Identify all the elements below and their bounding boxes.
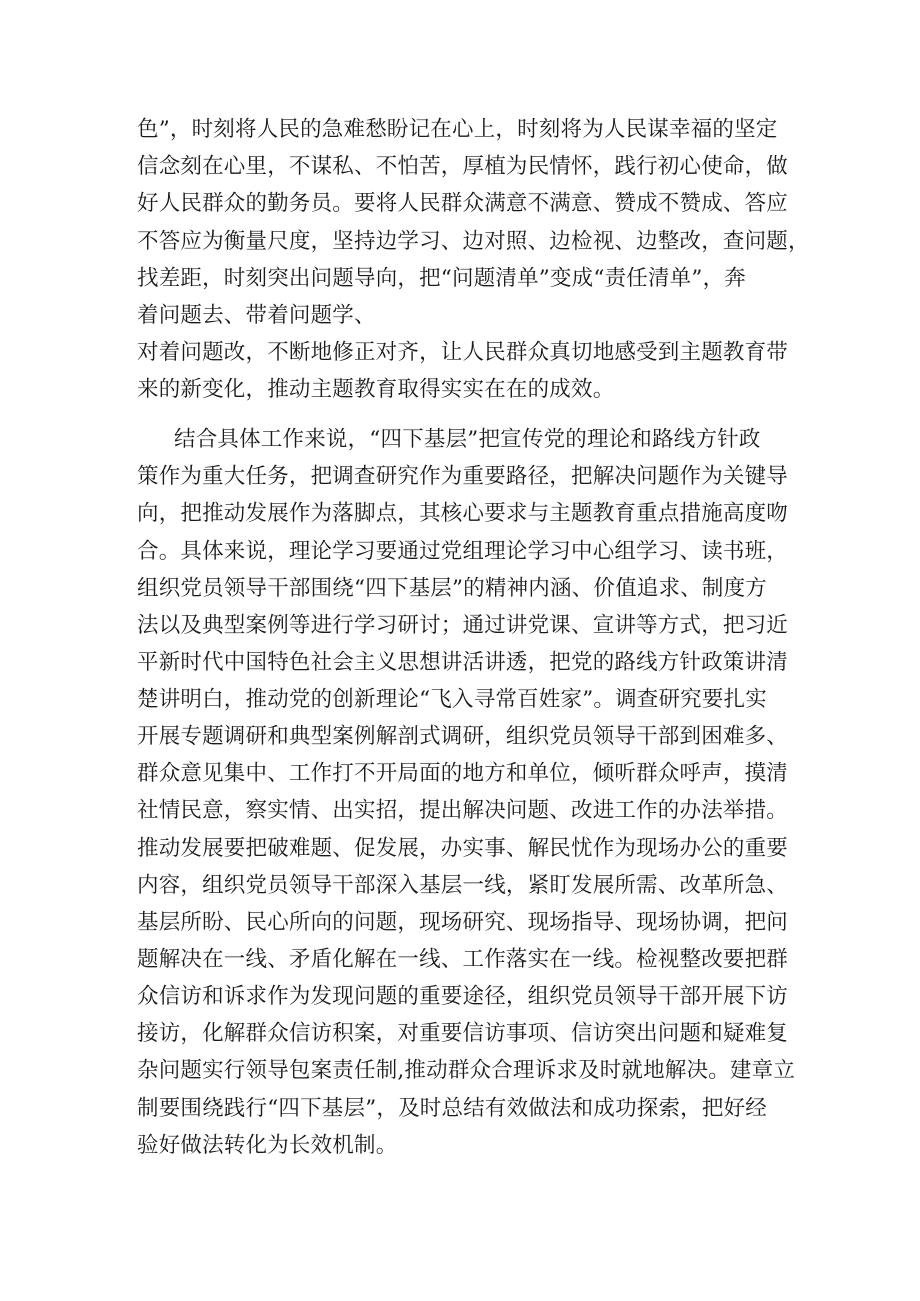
text-line: 群众意见集中、工作打不开局面的地方和单位，倾听群众呼声，摸清	[137, 761, 789, 786]
text-line: 着问题去、带着问题学、	[137, 303, 376, 328]
text-line: 色”，时刻将人民的急难愁盼记在心上，时刻将为人民谋幸福的坚定	[137, 117, 778, 142]
text-line: 信念刻在心里，不谋私、不怕苦，厚植为民情怀，践行初心使命，做	[137, 154, 789, 179]
text-line: 合。具体来说，理论学习要通过党组理论学习中心组学习、读书班，	[137, 539, 789, 564]
text-line: 开展专题调研和典型案例解剖式调研，组织党员领导干部到困难多、	[137, 724, 789, 749]
text-line: 楚讲明白，推动党的创新理论“飞入寻常百姓家”。调查研究要扎实	[137, 687, 767, 712]
text-line: 找差距，时刻突出问题导向，把“问题清单”变成“责任清单”，奔	[137, 266, 746, 291]
text-line: 众信访和诉求作为发现问题的重要途径，组织党员领导干部开展下访	[137, 984, 789, 1009]
text-line: 组织党员领导干部围绕“四下基层”的精神内涵、价值追求、制度方	[137, 576, 767, 601]
text-line: 不答应为衡量尺度，坚持边学习、边对照、边检视、边整改，查问题，	[137, 229, 810, 254]
text-line: 基层所盼、民心所向的问题，现场研究、现场指导、现场协调，把问	[137, 910, 789, 935]
text-line: 接访，化解群众信访积案，对重要信访事项、信访突出问题和疑难复	[137, 1021, 789, 1046]
text-line: 推动发展要把破难题、促发展，办实事、解民忧作为现场办公的重要	[137, 836, 789, 861]
text-line: 内容，组织党员领导干部深入基层一线，紧盯发展所需、改革所急、	[137, 873, 789, 898]
text-line: 社情民意，察实情、出实招，提出解决问题、改进工作的办法举措。	[137, 798, 789, 823]
text-line: 验好做法转化为长效机制。	[137, 1133, 398, 1158]
text-line: 对着问题改，不断地修正对齐，让人民群众真切地感受到主题教育带	[137, 340, 789, 365]
text-line: 法以及典型案例等进行学习研讨；通过讲党课、宣讲等方式，把习近	[137, 613, 789, 638]
text-line: 杂问题实行领导包案责任制,推动群众合理诉求及时就地解决。建章立	[137, 1058, 796, 1083]
text-line: 结合具体工作来说，“四下基层”把宣传党的理论和路线方针政	[174, 427, 761, 452]
text-line: 好人民群众的勤务员。要将人民群众满意不满意、赞成不赞成、答应	[137, 191, 789, 216]
text-line: 来的新变化，推动主题教育取得实实在在的成效。	[137, 377, 615, 402]
text-line: 策作为重大任务，把调查研究作为重要路径，把解决问题作为关键导	[137, 464, 789, 489]
text-line: 题解决在一线、矛盾化解在一线、工作落实在一线。检视整改要把群	[137, 947, 789, 972]
text-line: 平新时代中国特色社会主义思想讲活讲透，把党的路线方针政策讲清	[137, 650, 789, 675]
text-line: 向，把推动发展作为落脚点，其核心要求与主题教育重点措施高度吻	[137, 501, 789, 526]
text-line: 制要围绕践行“四下基层”，及时总结有效做法和成功探索，把好经	[137, 1096, 767, 1121]
